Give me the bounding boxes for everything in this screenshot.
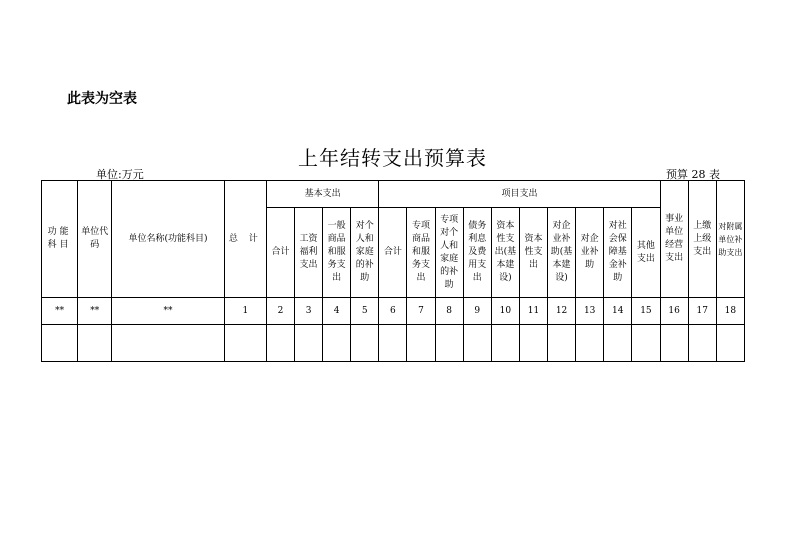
code-cell: 11 bbox=[519, 298, 547, 325]
header-project-debt: 债务利息及费用支出 bbox=[463, 208, 491, 298]
header-basic-group: 基本支出 bbox=[266, 181, 378, 208]
code-cell: 17 bbox=[688, 298, 716, 325]
code-cell: 8 bbox=[435, 298, 463, 325]
empty-cell bbox=[548, 325, 576, 362]
header-project-capital-basic: 资本性支出(基本建设) bbox=[491, 208, 519, 298]
code-cell: 3 bbox=[295, 298, 323, 325]
code-cell: 18 bbox=[716, 298, 744, 325]
header-institution: 事业单位经营支出 bbox=[660, 181, 688, 298]
budget-table bbox=[41, 180, 745, 362]
empty-cell bbox=[716, 325, 744, 362]
empty-cell bbox=[351, 325, 379, 362]
header-affiliated: 对附属单位补助支出 bbox=[716, 181, 744, 298]
code-cell: 10 bbox=[491, 298, 519, 325]
empty-cell bbox=[407, 325, 435, 362]
empty-cell bbox=[519, 325, 547, 362]
table-number: 预算 28 表 bbox=[666, 168, 720, 181]
header-project-total: 合计 bbox=[379, 208, 407, 298]
code-cell: 7 bbox=[407, 298, 435, 325]
code-cell: 1 bbox=[224, 298, 266, 325]
empty-cell bbox=[688, 325, 716, 362]
code-cell: 14 bbox=[604, 298, 632, 325]
header-project-group: 项目支出 bbox=[379, 181, 660, 208]
empty-cell bbox=[604, 325, 632, 362]
empty-cell bbox=[224, 325, 266, 362]
header-project-individual: 专项对个人和家庭的补助 bbox=[435, 208, 463, 298]
empty-cell bbox=[266, 325, 294, 362]
empty-cell bbox=[632, 325, 660, 362]
header-basic-wages: 工资福利支出 bbox=[295, 208, 323, 298]
header-project-enterprise-basic: 对企业补助(基本建设) bbox=[548, 208, 576, 298]
header-func-subject: 功能科目 bbox=[42, 181, 78, 298]
unit-label: 单位:万元 bbox=[96, 168, 144, 181]
empty-cell bbox=[323, 325, 351, 362]
code-cell: 9 bbox=[463, 298, 491, 325]
header-unit-code: 单位代码 bbox=[78, 181, 112, 298]
empty-cell bbox=[112, 325, 224, 362]
header-superior: 上缴上级支出 bbox=[688, 181, 716, 298]
code-cell: 15 bbox=[632, 298, 660, 325]
code-cell: 6 bbox=[379, 298, 407, 325]
page-title: 上年结转支出预算表 bbox=[298, 146, 487, 170]
code-cell: 13 bbox=[576, 298, 604, 325]
code-cell: 5 bbox=[351, 298, 379, 325]
header-project-goods: 专项商品和服务支出 bbox=[407, 208, 435, 298]
empty-cell bbox=[660, 325, 688, 362]
header-project-other: 其他支出 bbox=[632, 208, 660, 298]
header-basic-goods: 一般商品和服务支出 bbox=[323, 208, 351, 298]
code-cell: 12 bbox=[548, 298, 576, 325]
header-total: 总 计 bbox=[224, 181, 266, 298]
header-basic-total: 合计 bbox=[266, 208, 294, 298]
code-cell: ** bbox=[112, 298, 224, 325]
empty-cell bbox=[576, 325, 604, 362]
header-project-capital: 资本性支出 bbox=[519, 208, 547, 298]
code-cell: 16 bbox=[660, 298, 688, 325]
empty-cell bbox=[42, 325, 78, 362]
empty-cell bbox=[295, 325, 323, 362]
empty-cell bbox=[491, 325, 519, 362]
code-cell: 4 bbox=[323, 298, 351, 325]
code-cell: ** bbox=[42, 298, 78, 325]
header-unit-name: 单位名称(功能科目) bbox=[112, 181, 224, 298]
empty-table-note: 此表为空表 bbox=[67, 91, 137, 107]
empty-cell bbox=[78, 325, 112, 362]
header-basic-individual: 对个人和家庭的补助 bbox=[351, 208, 379, 298]
empty-cell bbox=[463, 325, 491, 362]
header-project-social-security: 对社会保障基金补助 bbox=[604, 208, 632, 298]
empty-cell bbox=[379, 325, 407, 362]
header-project-enterprise: 对企业补助 bbox=[576, 208, 604, 298]
code-cell: 2 bbox=[266, 298, 294, 325]
code-cell: ** bbox=[78, 298, 112, 325]
empty-cell bbox=[435, 325, 463, 362]
